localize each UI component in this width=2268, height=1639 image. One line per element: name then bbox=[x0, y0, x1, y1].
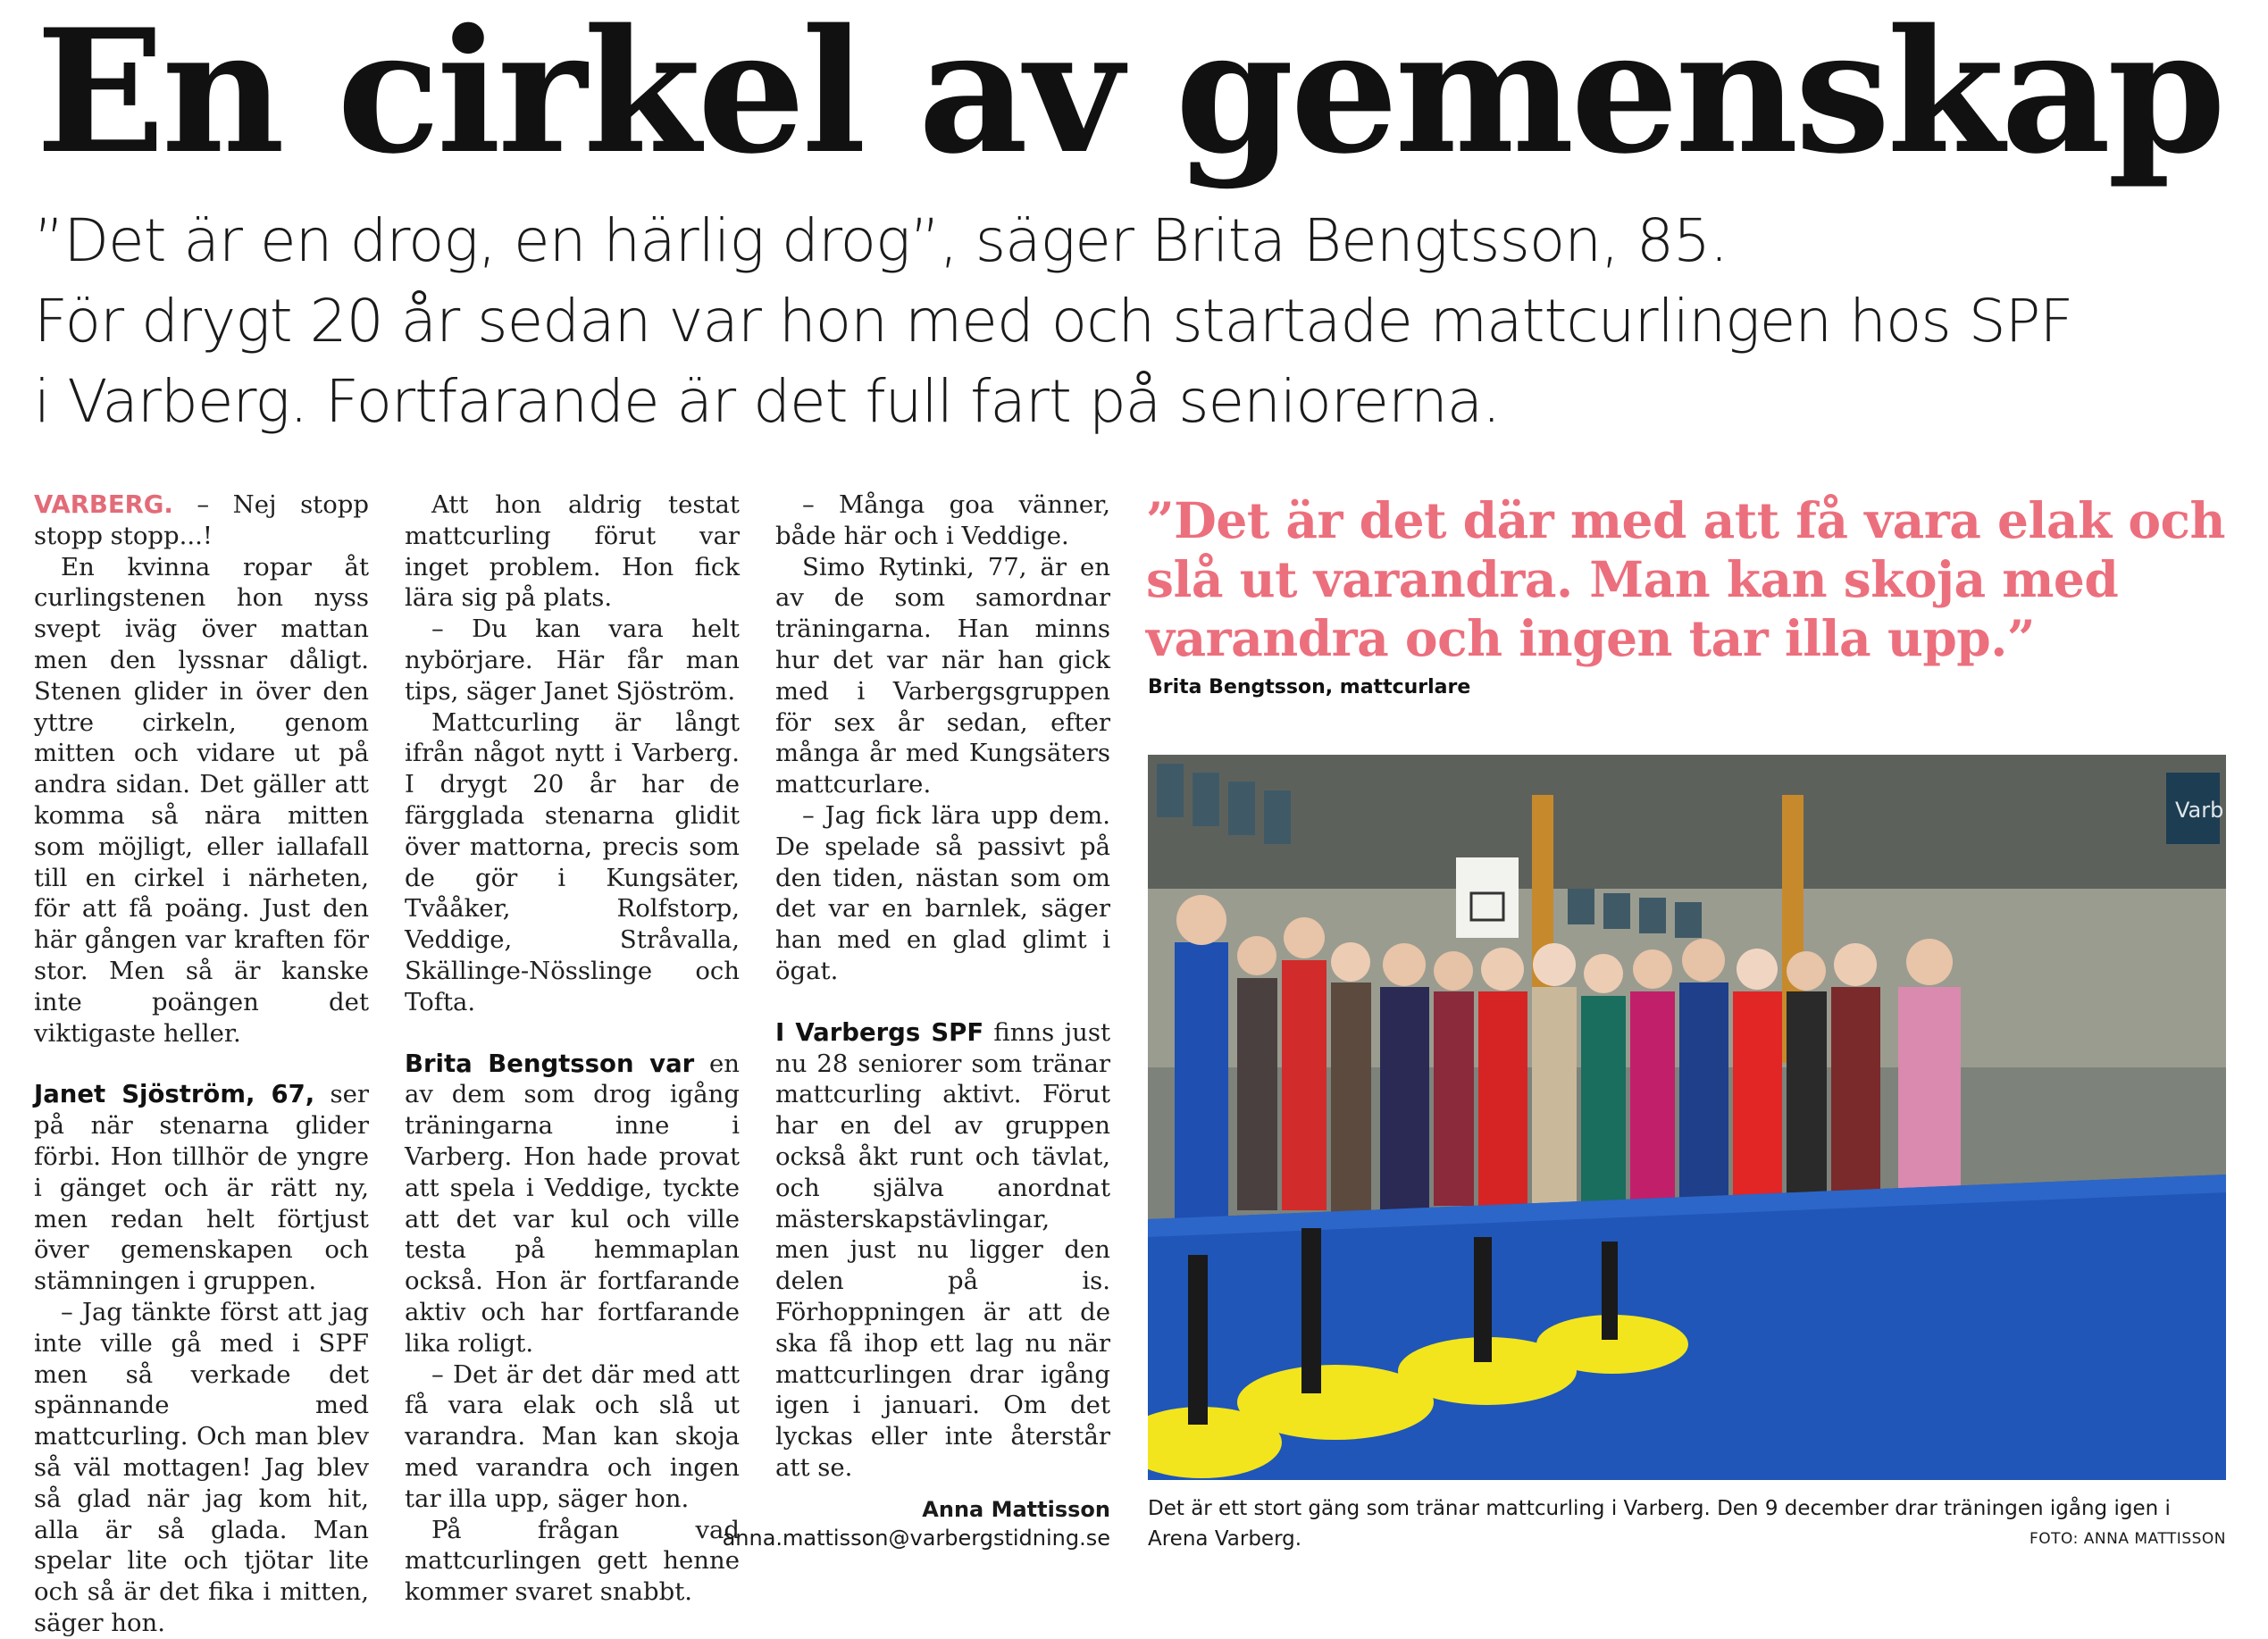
paragraph: – Många goa vänner, både här och i Veddige. bbox=[775, 490, 1110, 550]
paragraph: Simo Rytinki, 77, är en av de som samordnar träningarna. Han minns hur det var när han gick med i Varbergsgruppen för sex år sedan, efter många år med Kungsäters mattcurlare. bbox=[775, 552, 1110, 799]
body-column-1 bbox=[34, 489, 369, 1639]
paragraph: På frågan vad mattcurlingen gett henne kommer svaret snabbt. bbox=[405, 1515, 740, 1607]
paragraph-lead: Janet Sjöström, 67, bbox=[34, 1080, 315, 1109]
paragraph bbox=[775, 1017, 1110, 1484]
photo-illustration bbox=[1148, 755, 2226, 1480]
paragraph bbox=[34, 489, 369, 552]
dateline: VARBERG. bbox=[34, 490, 173, 519]
paragraph-text: en av dem som drog igång träningarna inne i Varberg. Hon hade provat att spela i Veddige, tyckte att det var kul och ville testa på hemmaplan också. Hon är fortfarande aktiv och har fortfarande lika roligt. bbox=[405, 1049, 740, 1358]
paragraph-lead: I Varbergs SPF bbox=[775, 1017, 984, 1047]
pull-quote-source: Brita Bengtsson, mattcurlare bbox=[1148, 676, 1471, 698]
paragraph: En kvinna ropar åt curlingstenen hon nyss svept iväg över mattan men den lyssnar dåligt. Stenen glider in över den yttre cirkeln, genom mitten och vidare ut på andra sidan. Det gäller att komma så nära mitten som möjligt, eller iallafall till en cirkel i närheten, för att få poäng. Just den här gången var kraften för stor. Men så är kanske inte poängen det viktigaste heller. bbox=[34, 552, 369, 1048]
body-column-2 bbox=[405, 489, 740, 1608]
byline-email: anna.mattisson@varbergstidning.se bbox=[722, 1526, 1110, 1551]
byline-name: Anna Mattisson bbox=[922, 1497, 1110, 1522]
photo-credit: FOTO: ANNA MATTISSON bbox=[2029, 1530, 2226, 1548]
paragraph bbox=[405, 1049, 740, 1359]
paragraph-text: – Nej stopp stopp stopp...! bbox=[34, 490, 369, 550]
photo-caption bbox=[1148, 1493, 2226, 1554]
pull-quote: ”Det är det där med att få vara elak och slå ut varandra. Man kan skoja med varandra och ingen tar illa upp.” bbox=[1146, 491, 2225, 667]
headline: En cirkel av gemenskap bbox=[36, 0, 2222, 191]
paragraph-text: finns just nu 28 seniorer som tränar mattcurling aktivt. Förut har en del av gruppen också åkt runt och tävlat, och själva anordnat mästerskapstävlingar, men just nu ligger den delen på is. Förhoppningen är att de ska få ihop ett lag nu när mattcurlingen drar igång igen i januari. Om det lyckas eller inte återstår att se. bbox=[775, 1017, 1110, 1482]
sign-text: Varb bbox=[2175, 798, 2224, 823]
paragraph bbox=[34, 1079, 369, 1297]
ingress-line-3: i Varberg. Fortfarande är det full fart på seniorerna. bbox=[34, 367, 1501, 436]
paragraph: – Jag tänkte först att jag inte ville gå med i SPF men så verkade det spännande med mattcurling. Och man blev så väl mottagen! Jag blev så glad när jag kom hit, alla är så glada. Man spelar lite och tjötar lite och så är det fika i mitten, säger hon. bbox=[34, 1297, 369, 1637]
caption-text: Det är ett stort gäng som tränar mattcurling i Varberg. Den 9 december drar träningen igång igen i Arena Varberg. bbox=[1148, 1497, 2171, 1551]
paragraph-text: ser på när stenarna glider förbi. Hon tillhör de yngre i gänget och är rätt ny, men redan helt förtjust över gemenskapen och stämningen i gruppen. bbox=[34, 1080, 369, 1296]
paragraph: – Du kan vara helt nybörjare. Här får man tips, säger Janet Sjöström. bbox=[405, 615, 740, 706]
paragraph: Att hon aldrig testat mattcurling förut var inget problem. Hon fick lära sig på plats. bbox=[405, 490, 740, 613]
ingress bbox=[34, 201, 2214, 442]
paragraph: – Jag fick lära upp dem. De spelade så passivt på den tiden, nästan som om det var en barnlek, säger han med en glad glimt i ögat. bbox=[775, 800, 1110, 985]
ingress-line-1: ”Det är en drog, en härlig drog”, säger Brita Bengtsson, 85. bbox=[34, 206, 1728, 275]
body-column-3 bbox=[775, 489, 1110, 1484]
photo bbox=[1148, 755, 2226, 1480]
paragraph: – Det är det där med att få vara elak och slå ut varandra. Man kan skoja med varandra och ingen tar illa upp, säger hon. bbox=[405, 1359, 740, 1513]
paragraph: Mattcurling är långt ifrån något nytt i Varberg. I drygt 20 år har de färgglada stenarna glidit över mattorna, precis som de gör i Kungsäter, Tvååker, Rolfstorp, Veddige, Stråvalla, Skällinge-Nösslinge och Tofta. bbox=[405, 707, 740, 1016]
paragraph-lead: Brita Bengtsson var bbox=[405, 1049, 695, 1078]
ingress-line-2: För drygt 20 år sedan var hon med och startade mattcurlingen hos SPF bbox=[34, 287, 2073, 355]
